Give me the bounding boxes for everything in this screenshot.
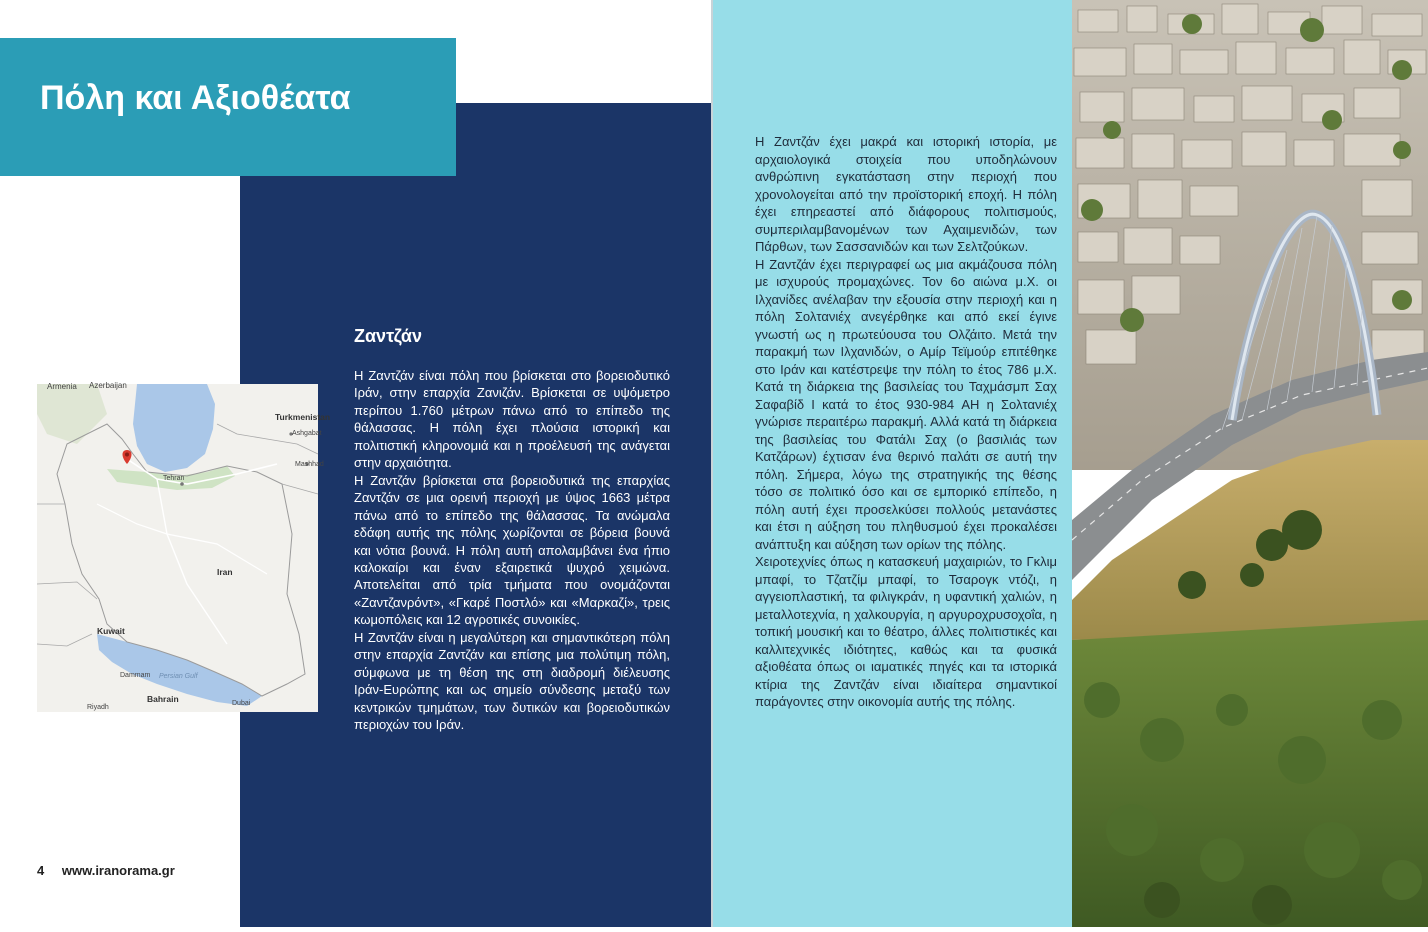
map-label-bahrain: Bahrain [147,694,179,704]
map-label-ashgabat: Ashgabat [292,430,322,437]
body-text-right [755,133,1057,711]
map-label-dubai: Dubai [232,700,251,707]
city-photo [1072,0,1428,927]
map-label-riyadh: Riyadh [87,704,109,711]
page-number: 4 [37,863,45,878]
city-bridge-photo [1072,0,1428,927]
paragraph: Η Ζαντζάν είναι πόλη που βρίσκεται στο βορειοδυτικό Ιράν, στην επαρχία Ζανιζάν. Βρίσκεται σε υψόμετρο περίπου 1.760 μέτρων πάνω από το επίπεδο της θάλασσας. Η πόλη έχει πλούσια ιστορική και πολιτιστική κληρονομιά και η προέλευσή της ανάγεται στην αρχαιότητα. [354,368,670,471]
map-graphic [37,384,318,712]
paragraph: Η Ζαντζάν έχει περιγραφεί ως μια ακμάζουσα πόλη με ισχυρούς προμαχώνες. Τον 6ο αιώνα μ.Χ. οι Ιλχανίδες ανέλαβαν την εξουσία στην περιοχή και η πόλη Σολτανιέχ ανεγέρθηκε και από εκεί έγινε γνωστή ως η πρωτεύουσα του Ολζάιτο. Μετά την παρακμή των Ιλχανιδών, ο Αμίρ Τεϊμούρ επιτέθηκε στο Ιράν και κατέστρεψε την πόλη το έτος 786 μ.Χ. Κατά τη διάρκεια της βασιλείας του Ταχμάσμπ Σαχ Σαφαβίδ Ι κατά το έτος 930-984 AH η Σολτανιέχ γνώρισε περαιτέρω παρακμή. Αλλά κατά τη διάρκεια της βασιλείας του Φατάλι Σαχ (ο βασιλιάς των Κατζάρων) έχτισαν ένα θερινό παλάτι σε αυτή την πόλη. Σήμερα, λόγω της στρατηγικής της θέσης τόσο σε πολιτικό όσο και σε εμπορικό επίπεδο, η πόλη αυτή έχει προσελκύσει πολλούς μετανάστες και έτσι η αύξηση του πληθυσμού έχει προκαλέσει ανάπτυξη και αύξηση των ορίων της πόλης. [755,256,1057,552]
region-map [37,381,331,712]
page-title: Πόλη και Αξιοθέατα [40,79,351,117]
paragraph: Χειροτεχνίες όπως η κατασκευή μαχαιριών, το Γκλιμ μπαφί, το Τζατζίμ μπαφί, το Τσαρογκ ντόζι, η αγγειοπλαστική, τα φιλιγκράν, η υφαντική χαλιών, η μεταλλοτεχνία, η χαλκουργία, η αργυροχρυσοχοΐα, η τοπική μουσική και το θέατρο, άλλες πολιτιστικές και καλλιτεχνικές ιδιότητες, καθώς και τα φυσικά αξιοθέατα όπως οι ιαματικές πηγές και τα ιστορικά κτίρια της Ζαντζάν είναι ιδιαίτερα σημαντικοί παράγοντες στην οικονομία αυτής της πόλης. [755,554,1057,709]
body-text-left [354,367,670,734]
map-label-turkmenistan: Turkmenistan [275,412,331,422]
city-heading: Ζαντζάν [354,326,422,346]
map-label-armenia: Armenia [47,382,77,391]
map-label-azerbaijan: Azerbaijan [89,381,127,390]
page-spine [711,0,713,927]
paragraph: Η Ζαντζάν έχει μακρά και ιστορική ιστορία, με αρχαιολογικά στοιχεία που υποδηλώνουν ανθρώπινη εγκατάσταση στην περιοχή που χρονολογείται από την προϊστορική εποχή. Η πόλη έχει επηρεαστεί από διάφορους πολιτισμούς, συμπεριλαμβανομένων των Αχαιμενιδών, των Πάρθων, των Σασσανιδών και των Σελτζούκων. [755,134,1057,254]
map-label-tehran: Tehran [163,475,185,482]
map-label-persian-gulf: Persian Gulf [159,673,198,680]
website-link[interactable]: www.iranorama.gr [61,863,175,878]
map-label-kuwait: Kuwait [97,626,125,636]
paragraph: Η Ζαντζάν είναι η μεγαλύτερη και σημαντικότερη πόλη στην επαρχία Ζαντζάν και επίσης μια πολύτιμη πόλη, σύμφωνα με τη θέση της στη διαδρομή διέλευσης Ιράν-Ευρώπης και ως σημείο σύνδεσης μεταξύ των κεντρικών τμημάτων, των δυτικών και βορειοδυτικών περιοχών του Ιράν. [354,629,670,733]
paragraph: Η Ζαντζάν βρίσκεται στα βορειοδυτικά της επαρχίας Ζαντζάν σε μια ορεινή περιοχή με ύψος 1663 μέτρα πάνω από το επίπεδο της θάλασσας. Τα ανώμαλα εδάφη αυτής της πόλης χωρίζονται σε βόρεια βουνά και νότια βουνά. Η πόλη αυτή απολαμβάνει ένα ήπιο καλοκαίρι και έναν εξαιρετικά ψυχρό χειμώνα. Αποτελείται από τρία τμήματα που ονομάζονται «Ζαντζανρόντ», «Γκαρέ Ποστλό» και «Μαρκαζί», τρεις κωμοπόλεις και 12 αγροτικές συνοικίες. [354,472,670,628]
map-label-dammam: Dammam [120,672,151,679]
map-label-iran: Iran [217,567,233,577]
page-footer [37,863,175,878]
map-label-mashhad: Mashhad [295,461,324,468]
